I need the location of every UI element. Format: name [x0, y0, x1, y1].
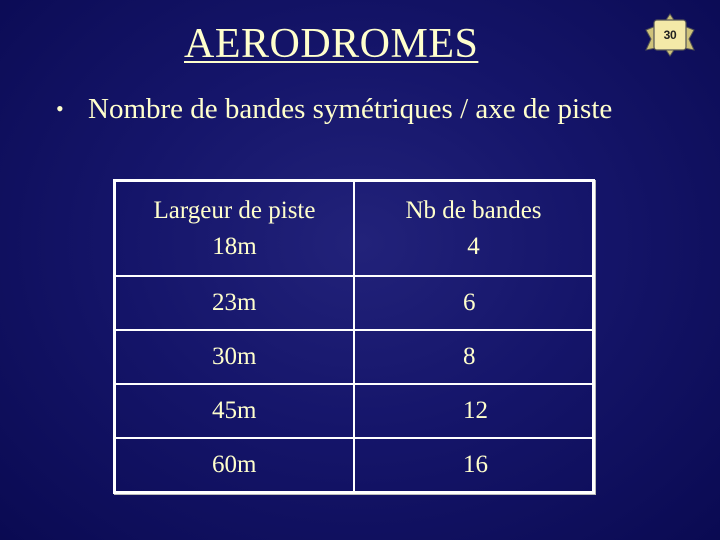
- table-row: [115, 384, 594, 438]
- table-cell: 6: [354, 276, 594, 330]
- bullet-text: Nombre de bandes symétriques / axe de piste: [88, 93, 613, 125]
- runway-bands-table: [113, 179, 595, 494]
- table-cell: 18m: [212, 232, 257, 260]
- table-cell: 23m: [115, 276, 355, 330]
- table-cell: 45m: [115, 384, 355, 438]
- table-cell: 16: [354, 438, 594, 493]
- bullet-item: [56, 91, 612, 127]
- table-cell: 30m: [115, 330, 355, 384]
- table-header-row: [115, 181, 594, 277]
- table-cell: 12: [354, 384, 594, 438]
- header-cell-band-count: [354, 181, 594, 277]
- slide-title: AERODROMES: [184, 21, 479, 67]
- table-cell: 4: [467, 232, 480, 260]
- table-row: [115, 330, 594, 384]
- table-cell: 8: [354, 330, 594, 384]
- column-header: Largeur de piste: [153, 196, 316, 224]
- bullet-marker: •: [56, 96, 64, 121]
- column-header: Nb de bandes: [405, 196, 542, 224]
- page-number-badge: [644, 12, 696, 58]
- page-number: 30: [663, 28, 677, 42]
- table-row: [115, 276, 594, 330]
- table-cell: 60m: [115, 438, 355, 493]
- header-cell-runway-width: [115, 181, 355, 277]
- table-row: [115, 438, 594, 493]
